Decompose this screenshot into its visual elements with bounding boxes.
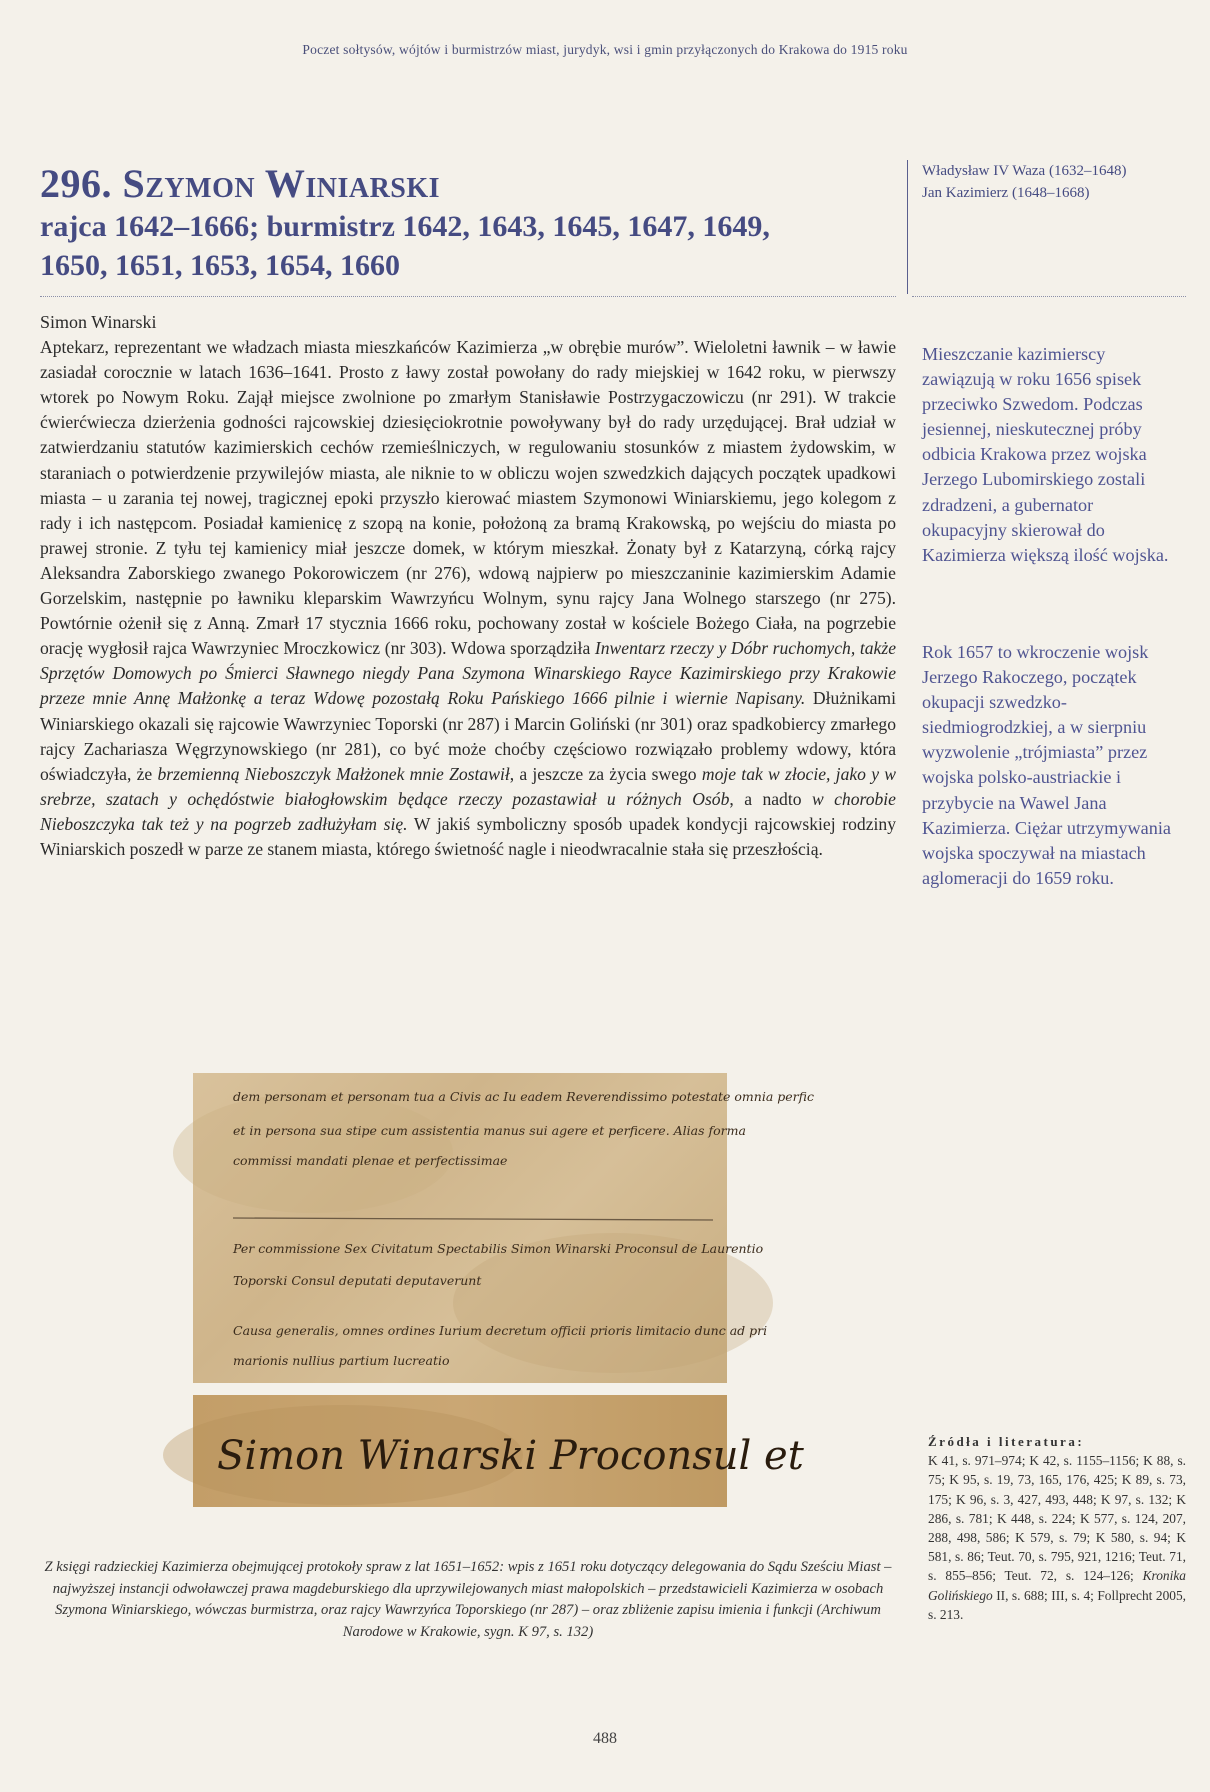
sources-text: K 41, s. 971–974; K 42, s. 1155–1156; K 88, s. 75; K 95, s. 19, 73, 165, 176, 425; K 89, s. 73, 175; K 96, s. 3, 427, 493, 448; K 97, s. 132; K 286, s. 781; K 448, s. 224; K 577, s. 124, 207, 288, 498, 586; K 579, s. 79; K 580, s. 94; K 581, s. 86; Teut. 70, s. 795, 921, 1216; Teut. 71, s. 855–856; Teut. 72, s. 124–126;	[928, 1453, 1186, 1584]
side-rule	[912, 296, 1186, 297]
sources-text: II, s. 688; III, s. 4; Follprecht 2005, s. 213.	[928, 1587, 1186, 1622]
signature-text: Simon Winarski Proconsul et	[217, 1433, 804, 1479]
page-number: 488	[593, 1730, 617, 1747]
quoted-phrase: moje tak w złocie, jako y w srebrze, szatach y ochędóstwie białogłowskim będące rzeczy pozastawiał u różnych Osób	[40, 763, 897, 809]
rulers-list	[922, 160, 1182, 204]
body-segment: , a nadto	[729, 788, 812, 809]
quoted-phrase: w chorobie Nieboszczyka tak też y na pogrzeb zadłużyłam się.	[40, 788, 896, 834]
entry-subtitle-line-2: 1650, 1651, 1653, 1654, 1660	[40, 249, 400, 282]
entry-heading	[40, 162, 896, 284]
entry-subtitle-line-1: rajca 1642–1666; burmistrz 1642, 1643, 1645, 1647, 1649,	[40, 210, 770, 243]
running-head: Poczet sołtysów, wójtów i burmistrzów miast, jurydyk, wsi i gmin przyłączonych do Krakowa do 1915 roku	[302, 42, 908, 57]
body-segment: Aptekarz, reprezentant we władzach miasta mieszkańców Kazimierza „w obrębie murów”. Wieloletni ławnik – w ławie zasiadał corocznie w latach 1636–1641. Prosto z ławy został powołany do rady miejskiej w 1642 roku, w pierwszy wtorek po Nowym Roku. Zajął miejsce zwolnione po zmarłym Stanisławie Postrzygaczowiczu (nr 291). W trakcie ćwierćwiecza dzierżenia godności rajcowskiej dziesięciokrotnie powoływany był do rady urzędującej. Brał udział w zatwierdzaniu statutów kazimierskich cechów rzemieślniczych, w regulowaniu stosunków z miastem żydowskim, w staraniach o potwierdzenie przywilejów miasta, ale niknie to w obliczu wojen szwedzkich dających początek upadkowi miasta – u zarania tej nowej, tragicznej epoki przyszło kierować miastem Szymonowi Winiarskiemu, jego kolegom z rady i ich następcom. Posiadał kamienicę z szopą na konie, położoną za bramą Krakowską, po wejściu do miasta po prawej stronie. Z tyłu tej kamienicy miał jeszcze domek, w którym mieszkał. Żonaty był z Katarzyną, córką rajcy Aleksandra Zaborskiego zwanego Pokorowiczem (nr 276), wdową najpierw po mieszczaninie kazimierskim Adamie Gorzelskim, następnie po ławniku kleparskim Wawrzyńcu Wolnym, synu rajcy Jana Wolnego starszego (nr 275). Powtórnie ożenił się z Anną. Zmarł 17 stycznia 1666 roku, pochowany został w kościele Bożego Ciała, na pogrzebie orację wygłosił rajca Wawrzyniec Mroczkowicz (nr 303). Wdowa sporządziła	[40, 337, 896, 659]
sources-block	[928, 1432, 1186, 1624]
manuscript-photo	[193, 1073, 814, 1383]
ruler-item: Jan Kazimierz (1648–1668)	[922, 185, 1090, 201]
body-segment: W jakiś symboliczny sposób upadek kondycji rajcowskiej rodziny Winiarskich poszedł w parze ze stanem miasta, którego świetność nagle i nieodwracalnie stała się przeszłością.	[40, 813, 896, 859]
latin-name: Simon Winarski	[40, 312, 157, 332]
signature-closeup-photo	[193, 1395, 804, 1507]
manuscript-line: marionis nullius partium lucreatio	[233, 1353, 450, 1368]
entry-title: 296. Szymon Winiarski	[40, 161, 441, 206]
body-segment: Dłużnikami Winiarskiego okazali się rajcowie Wawrzyniec Toporski (nr 287) i Marcin Goliński (nr 301) oraz spadkobiercy zmarłego rajcy Zachariasza Węgrzynowskiego (nr 281), co być może choćby częściowo rozwiązało problemy wdowy, która oświadczyła, że	[40, 688, 896, 784]
manuscript-svg	[193, 1073, 814, 1383]
figure-caption: Z księgi radzieckiej Kazimierza obejmującej protokoły spraw z lat 1651–1652: wpis z 1651 roku dotyczący delegowania do Sądu Sześciu Miast – najwyższej instancji odwoławczej prawa magdeburskiego dla uprzywilejowanych miast małopolskich – przedstawicieli Kazimierza w osobach Szymona Winiarskiego, wówczas burmistrza, oraz rajcy Wawrzyńca Toporskiego (nr 287) – oraz zbliżenie zapisu imienia i funkcji (Archiwum Narodowe w Krakowie, sygn. K 97, s. 132)	[44, 1559, 892, 1640]
ruler-item: Władysław IV Waza (1632–1648)	[922, 163, 1127, 179]
quoted-phrase: brzemienną Nieboszczyk Małżonek mnie Zostawił	[157, 763, 510, 784]
column-divider	[907, 160, 908, 294]
biography-paragraph	[40, 335, 896, 862]
sources-title: Źródła i literatura:	[928, 1434, 1085, 1449]
manuscript-line: Causa generalis, omnes ordines Iurium decretum officii prioris limitacio dunc ad pri	[233, 1323, 768, 1338]
manuscript-line: Per commissione Sex Civitatum Spectabilis Simon Winarski Proconsul de Laurentio	[233, 1241, 764, 1256]
manuscript-line: Toporski Consul deputati deputaverunt	[233, 1273, 482, 1288]
manuscript-line: dem personam et personam tua a Civis ac Iu eadem Reverendissimo potestate omnia perfic	[233, 1089, 814, 1104]
signature-svg	[193, 1395, 804, 1507]
manuscript-line: et in persona sua stipe cum assistentia manus sui agere et perficere. Alias forma	[233, 1123, 746, 1138]
heading-rule	[40, 296, 896, 297]
biography-text	[40, 310, 896, 862]
manuscript-line: commissi mandati plenae et perfectissimae	[233, 1153, 508, 1168]
side-note: Rok 1657 to wkroczenie wojsk Jerzego Rakoczego, początek okupacji szwedzko-siedmiogrodzkiej, a w sierpniu wyzwolenie „trójmiasta” przez wojska polsko-austriackie i przybycie na Wawel Jana Kazimierza. Ciężar utrzymywania wojska spoczywał na miastach aglomeracji do 1659 roku.	[922, 642, 1171, 888]
side-note: Mieszczanie kazimierscy zawiązują w roku 1656 spisek przeciwko Szwedom. Podczas jesiennej, nieskutecznej próby odbicia Krakowa przez wojska Jerzego Lubomirskiego zostali zdradzeni, a gubernator okupacyjny skierował do Kazimierza większą ilość wojska.	[922, 344, 1169, 565]
body-segment: , a jeszcze za życia swego	[509, 763, 702, 784]
quoted-title: Inwentarz rzeczy y Dóbr ruchomych, także Sprzętów Domowych po Śmierci Sławnego niegdy Pana Szymona Winarskiego Rayce Kazimirskiego przy Krakowie przeze mnie Annę Małżonkę a teraz Wdowę pozostałą Roku Pańskiego 1666 pilnie i wiernie Napisany.	[40, 638, 896, 709]
sources-text-italic: Kronika Golińskiego	[928, 1568, 1186, 1603]
